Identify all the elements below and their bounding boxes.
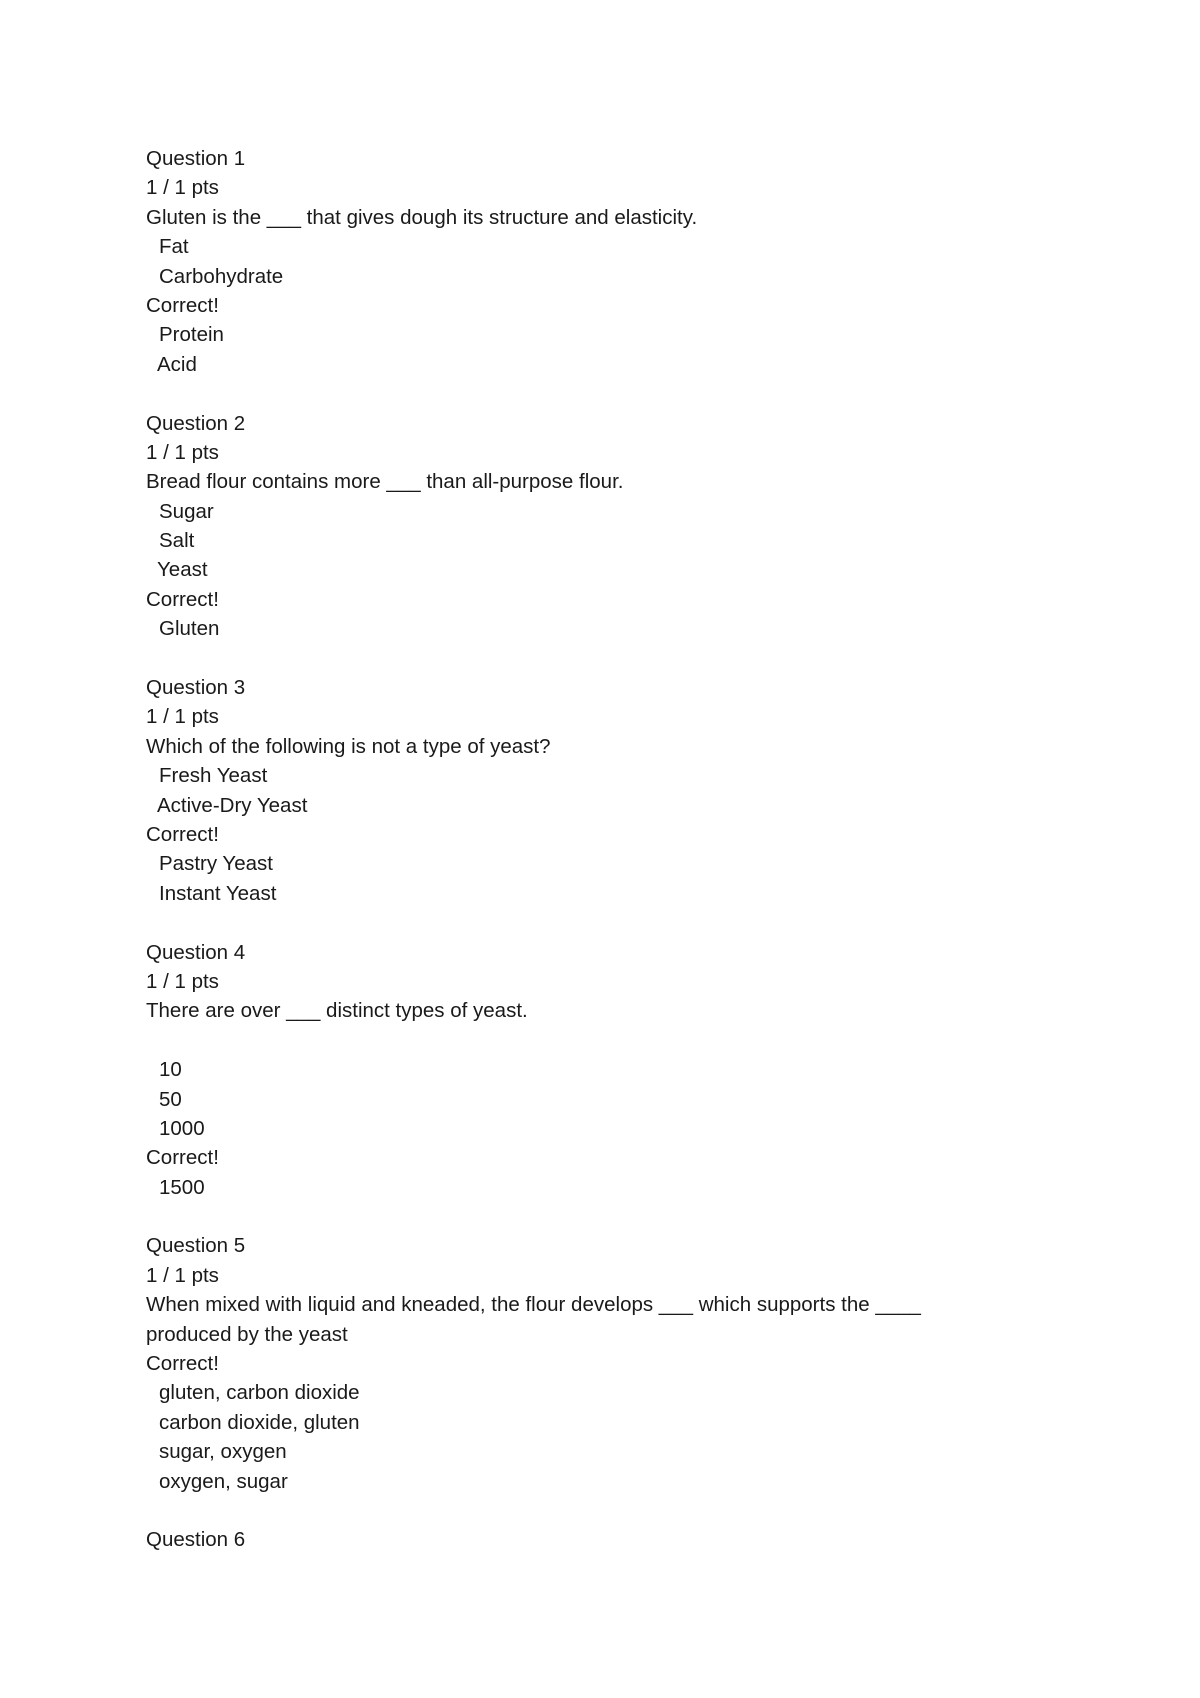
spacer [146, 908, 1106, 937]
answer-option: 1000 [159, 1116, 205, 1140]
question-prompt: When mixed with liquid and kneaded, the flour develops ___ which supports the ____ produced by the yeast [146, 1293, 921, 1346]
answer-option: Instant Yeast [159, 881, 277, 905]
answer-option-correct: Protein [159, 323, 224, 347]
question-points: 1 / 1 pts [146, 176, 219, 200]
question-title: Question 5 [146, 1234, 246, 1258]
question-prompt: There are over ___ distinct types of yeast. [146, 999, 528, 1023]
question-points: 1 / 1 pts [146, 440, 219, 464]
answer-option-correct: 1500 [159, 1175, 205, 1199]
correct-marker: Correct! [146, 822, 219, 846]
spacer [146, 379, 1106, 408]
question-title: Question 4 [146, 940, 246, 964]
answer-option-correct: Pastry Yeast [159, 852, 273, 876]
question-prompt: Bread flour contains more ___ than all-purpose flour. [146, 470, 624, 494]
correct-marker: Correct! [146, 293, 219, 317]
answer-option: Salt [159, 529, 195, 553]
question-points: 1 / 1 pts [146, 1263, 219, 1287]
spacer [146, 1026, 1106, 1055]
answer-option: Carbohydrate [159, 264, 284, 288]
answer-option-correct: gluten, carbon dioxide [159, 1381, 360, 1405]
question-prompt: Gluten is the ___ that gives dough its structure and elasticity. [146, 205, 698, 229]
question-prompt: Which of the following is not a type of yeast? [146, 734, 551, 758]
quiz-results-document [146, 144, 1106, 1555]
question-points: 1 / 1 pts [146, 705, 219, 729]
correct-marker: Correct! [146, 1352, 219, 1376]
answer-option: Active-Dry Yeast [157, 793, 308, 817]
answer-option: carbon dioxide, gluten [159, 1410, 360, 1434]
question-points: 1 / 1 pts [146, 969, 219, 993]
correct-marker: Correct! [146, 587, 219, 611]
spacer [146, 1202, 1106, 1231]
answer-option: oxygen, sugar [159, 1469, 288, 1493]
answer-option-correct: Gluten [159, 617, 220, 641]
answer-option: Acid [157, 352, 197, 376]
correct-marker: Correct! [146, 1146, 219, 1170]
answer-option: 10 [159, 1058, 182, 1082]
answer-option: Fresh Yeast [159, 764, 268, 788]
answer-option: Sugar [159, 499, 214, 523]
answer-option: Yeast [157, 558, 208, 582]
question-title: Question 6 [146, 1528, 246, 1552]
spacer [146, 644, 1106, 673]
answer-option: sugar, oxygen [159, 1440, 287, 1464]
answer-option: 50 [159, 1087, 182, 1111]
spacer [146, 1496, 1106, 1525]
question-title: Question 2 [146, 411, 246, 435]
question-title: Question 1 [146, 147, 246, 170]
answer-option: Fat [159, 235, 189, 259]
question-title: Question 3 [146, 676, 246, 700]
